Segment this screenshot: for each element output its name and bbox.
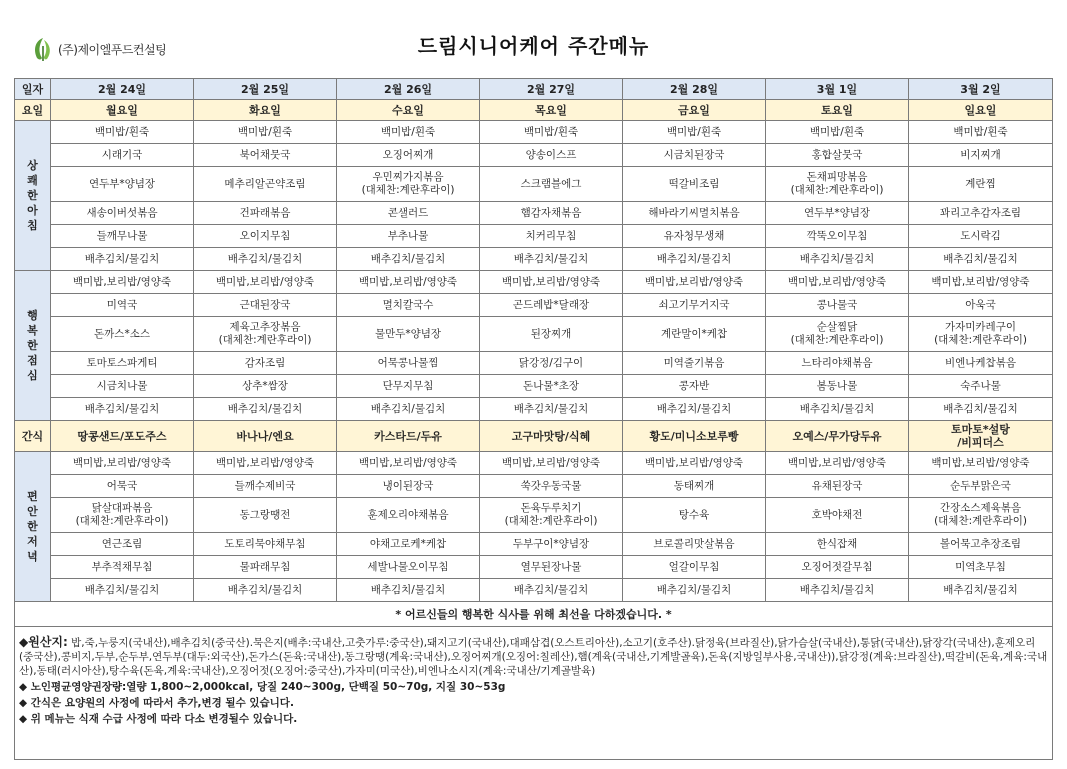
lunch-menu-item: 비엔나케찹볶음 [909, 352, 1053, 375]
breakfast-menu-item: 부추나물 [337, 225, 480, 248]
lunch-row [15, 375, 1053, 398]
date-cell: 2월 24일 [51, 79, 194, 100]
lunch-label: 행 복 한 점 심 [15, 271, 51, 421]
breakfast-menu-item: 백미밥/흰죽 [337, 121, 480, 144]
dinner-menu-item: 훈제오리야채볶음 [337, 498, 480, 533]
date-label: 일자 [15, 79, 51, 100]
lunch-menu-item: 백미밥,보리밥/영양죽 [766, 271, 909, 294]
breakfast-menu-item: 꽈리고추감자조림 [909, 202, 1053, 225]
page-header [0, 0, 1067, 78]
date-cell: 2월 25일 [194, 79, 337, 100]
dinner-menu-item: 배추김치/물김치 [480, 579, 623, 602]
lunch-menu-item: 백미밥,보리밥/영양죽 [623, 271, 766, 294]
snack-cell: 바나나/엔요 [194, 421, 337, 452]
dinner-menu-item: 세발나물오이무침 [337, 556, 480, 579]
origin-paragraph [19, 635, 1048, 678]
breakfast-menu-item: 우민찌가지볶음 (대체찬:계란후라이) [337, 167, 480, 202]
breakfast-menu-item: 배추김치/물김치 [337, 248, 480, 271]
breakfast-menu-item: 계란찜 [909, 167, 1053, 202]
lunch-menu-item: 배추김치/물김치 [194, 398, 337, 421]
dinner-menu-item: 배추김치/물김치 [909, 579, 1053, 602]
lunch-menu-item: 콩나물국 [766, 294, 909, 317]
dinner-menu-item: 오징어젓갈무침 [766, 556, 909, 579]
dinner-row [15, 498, 1053, 533]
lunch-menu-item: 백미밥,보리밥/영양죽 [480, 271, 623, 294]
snack-label: 간식 [15, 421, 51, 452]
dinner-menu-item: 백미밥,보리밥/영양죽 [194, 452, 337, 475]
company-name: (주)제이엘푸드컨설팅 [58, 42, 167, 57]
dinner-row [15, 475, 1053, 498]
breakfast-menu-item: 백미밥/흰죽 [480, 121, 623, 144]
weekday-row [15, 100, 1053, 121]
lunch-menu-item: 가자미카레구이 (대체찬:계란후라이) [909, 317, 1053, 352]
lunch-menu-item: 단무지무침 [337, 375, 480, 398]
lunch-menu-item: 순살찜닭 (대체찬:계란후라이) [766, 317, 909, 352]
breakfast-menu-item: 깍뚝오이무침 [766, 225, 909, 248]
breakfast-menu-item: 해바라기씨멸치볶음 [623, 202, 766, 225]
snack-row [15, 421, 1053, 452]
dinner-menu-item: 야채고로케*케찹 [337, 533, 480, 556]
date-row [15, 79, 1053, 100]
lunch-menu-item: 물만두*양념장 [337, 317, 480, 352]
origin-info [15, 627, 1053, 760]
dinner-menu-item: 물파래무침 [194, 556, 337, 579]
breakfast-menu-item: 메추리알곤약조림 [194, 167, 337, 202]
lunch-menu-item: 제육고추장볶음 (대체찬:계란후라이) [194, 317, 337, 352]
lunch-menu-item: 느타리야채볶음 [766, 352, 909, 375]
dinner-menu-item: 돈육두루치기 (대체찬:계란후라이) [480, 498, 623, 533]
breakfast-menu-item: 건파래볶음 [194, 202, 337, 225]
breakfast-row [15, 144, 1053, 167]
snack-cell: 황도/미니소보루빵 [623, 421, 766, 452]
lunch-menu-item: 감자조림 [194, 352, 337, 375]
snack-cell: 오예스/무가당두유 [766, 421, 909, 452]
breakfast-menu-item: 북어채뭇국 [194, 144, 337, 167]
weekday-cell: 수요일 [337, 100, 480, 121]
breakfast-menu-item: 백미밥/흰죽 [51, 121, 194, 144]
breakfast-menu-item: 백미밥/흰죽 [623, 121, 766, 144]
breakfast-menu-item: 연두부*양념장 [766, 202, 909, 225]
breakfast-menu-item: 백미밥/흰죽 [194, 121, 337, 144]
lunch-menu-item: 백미밥,보리밥/영양죽 [909, 271, 1053, 294]
dinner-menu-item: 미역초무침 [909, 556, 1053, 579]
breakfast-menu-item: 들깨무나물 [51, 225, 194, 248]
dinner-menu-item: 볼어묵고추장조림 [909, 533, 1053, 556]
breakfast-menu-item: 홍합살뭇국 [766, 144, 909, 167]
lunch-row [15, 271, 1053, 294]
breakfast-menu-item: 햄감자채볶음 [480, 202, 623, 225]
dinner-menu-item: 배추김치/물김치 [766, 579, 909, 602]
lunch-row [15, 294, 1053, 317]
breakfast-menu-item: 배추김치/물김치 [766, 248, 909, 271]
dinner-menu-item: 들깨수제비국 [194, 475, 337, 498]
lunch-menu-item: 돈까스*소스 [51, 317, 194, 352]
dinner-menu-item: 동태찌개 [623, 475, 766, 498]
breakfast-menu-item: 오이지무침 [194, 225, 337, 248]
dinner-row [15, 533, 1053, 556]
breakfast-menu-item: 백미밥/흰죽 [909, 121, 1053, 144]
breakfast-menu-item: 도시락김 [909, 225, 1053, 248]
breakfast-menu-item: 배추김치/물김치 [194, 248, 337, 271]
lunch-menu-item: 쇠고기무거지국 [623, 294, 766, 317]
origin-label: ◆원산지: [19, 635, 68, 649]
dinner-menu-item: 배추김치/물김치 [194, 579, 337, 602]
dinner-row [15, 579, 1053, 602]
breakfast-menu-item: 배추김치/물김치 [909, 248, 1053, 271]
breakfast-row [15, 121, 1053, 144]
lunch-menu-item: 백미밥,보리밥/영양죽 [194, 271, 337, 294]
breakfast-row [15, 225, 1053, 248]
breakfast-menu-item: 스크램블에그 [480, 167, 623, 202]
weekday-cell: 토요일 [766, 100, 909, 121]
dinner-menu-item: 연근조림 [51, 533, 194, 556]
lunch-menu-item: 숙주나물 [909, 375, 1053, 398]
snack-cell: 땅콩샌드/포도주스 [51, 421, 194, 452]
dinner-menu-item: 얼갈이무침 [623, 556, 766, 579]
breakfast-menu-item: 양송이스프 [480, 144, 623, 167]
date-cell: 2월 27일 [480, 79, 623, 100]
dinner-menu-item: 탕수육 [623, 498, 766, 533]
dinner-label: 편 안 한 저 녁 [15, 452, 51, 602]
lunch-menu-item: 근대된장국 [194, 294, 337, 317]
breakfast-menu-item: 시래기국 [51, 144, 194, 167]
lunch-menu-item: 계란말이*케찹 [623, 317, 766, 352]
dinner-menu-item: 백미밥,보리밥/영양죽 [766, 452, 909, 475]
lunch-menu-item: 배추김치/물김치 [51, 398, 194, 421]
snack-cell: 고구마맛탕/식혜 [480, 421, 623, 452]
weekly-menu-table [14, 78, 1053, 760]
breakfast-menu-item: 백미밥/흰죽 [766, 121, 909, 144]
breakfast-menu-item: 떡갈비조림 [623, 167, 766, 202]
dinner-row [15, 452, 1053, 475]
weekday-label: 요일 [15, 100, 51, 121]
lunch-menu-item: 멸치칼국수 [337, 294, 480, 317]
breakfast-menu-item: 시금치된장국 [623, 144, 766, 167]
dinner-menu-item: 도토리묵야채무침 [194, 533, 337, 556]
lunch-menu-item: 어묵콩나물찜 [337, 352, 480, 375]
lunch-menu-item: 상추*쌈장 [194, 375, 337, 398]
dinner-menu-item: 두부구이*양념장 [480, 533, 623, 556]
lunch-menu-item: 시금치나물 [51, 375, 194, 398]
snack-cell: 카스타드/두유 [337, 421, 480, 452]
lunch-row [15, 317, 1053, 352]
weekday-cell: 월요일 [51, 100, 194, 121]
lunch-menu-item: 배추김치/물김치 [766, 398, 909, 421]
info-bullet: ◆ 위 메뉴는 식재 수급 사정에 따라 다소 변경될수 있습니다. [19, 713, 298, 725]
lunch-menu-item: 돈나물*초장 [480, 375, 623, 398]
dinner-menu-item: 한식잡채 [766, 533, 909, 556]
info-bullet: ◆ 간식은 요양원의 사정에 따라서 추가,변경 될수 있습니다. [19, 697, 294, 709]
breakfast-menu-item: 치커리무침 [480, 225, 623, 248]
breakfast-menu-item: 유자청무생채 [623, 225, 766, 248]
dinner-menu-item: 백미밥,보리밥/영양죽 [623, 452, 766, 475]
lunch-menu-item: 미역국 [51, 294, 194, 317]
breakfast-menu-item: 배추김치/물김치 [480, 248, 623, 271]
lunch-menu-item: 배추김치/물김치 [909, 398, 1053, 421]
dinner-row [15, 556, 1053, 579]
dinner-menu-item: 간장소스제육볶음 (대체찬:계란후라이) [909, 498, 1053, 533]
lunch-menu-item: 토마토스파게티 [51, 352, 194, 375]
lunch-row [15, 398, 1053, 421]
dinner-menu-item: 백미밥,보리밥/영양죽 [480, 452, 623, 475]
dinner-menu-item: 배추김치/물김치 [337, 579, 480, 602]
dinner-menu-item: 백미밥,보리밥/영양죽 [337, 452, 480, 475]
breakfast-menu-item: 배추김치/물김치 [623, 248, 766, 271]
breakfast-row [15, 202, 1053, 225]
dinner-menu-item: 닭살대파볶음 (대체찬:계란후라이) [51, 498, 194, 533]
dinner-menu-item: 냉이된장국 [337, 475, 480, 498]
dinner-menu-item: 백미밥,보리밥/영양죽 [51, 452, 194, 475]
lunch-menu-item: 배추김치/물김치 [623, 398, 766, 421]
notice-text: * 어르신들의 행복한 식사를 위해 최선을 다하겠습니다. * [15, 602, 1053, 627]
lunch-menu-item: 배추김치/물김치 [337, 398, 480, 421]
breakfast-menu-item: 콘샐러드 [337, 202, 480, 225]
dinner-menu-item: 부추적채무침 [51, 556, 194, 579]
lunch-menu-item: 백미밥,보리밥/영양죽 [337, 271, 480, 294]
snack-cell: 토마토*설탕 /비피더스 [909, 421, 1053, 452]
dinner-menu-item: 유채된장국 [766, 475, 909, 498]
lunch-menu-item: 백미밥,보리밥/영양죽 [51, 271, 194, 294]
lunch-menu-item: 봄동나물 [766, 375, 909, 398]
date-cell: 2월 26일 [337, 79, 480, 100]
date-cell: 3월 1일 [766, 79, 909, 100]
breakfast-menu-item: 오징어찌개 [337, 144, 480, 167]
origin-text: 밥,죽,누룽지(국내산),배추김치(중국산).묵은지(배추:국내산,고춧가루:중국산),돼지고기(국내산),대패삼겹(오스트리아산),소고기(호주산).닭정육(브라질산),닭가슴살(국내산),통닭(국내산),닭장각(국내산),훈제오리(중국산),콩비지,두부,순두부,연두부(대두:외국산),돈가스(돈육:국내산),동그랑땡(계육:국내산),오징어찌개(오징어:칠레산),햄(계육(국내산,기계발골육),돈육(지방일부사용,국내산)),닭강정(계육:브라질산),떡갈비(돈육,계육:국내산),동태(러시아산),탕수육(돈육,계육:국내산),오징어젓(오징어:중국산),가자미(미국산),비엔나소시지(계육:국내산/기계골발육) [19, 637, 1048, 677]
lunch-menu-item: 콩자반 [623, 375, 766, 398]
lunch-menu-item: 아욱국 [909, 294, 1053, 317]
breakfast-menu-item: 돈채피망볶음 (대체찬:계란후라이) [766, 167, 909, 202]
breakfast-row [15, 167, 1053, 202]
dinner-menu-item: 호박야채전 [766, 498, 909, 533]
page-title: 드림시니어케어 주간메뉴 [417, 34, 650, 58]
breakfast-menu-item: 연두부*양념장 [51, 167, 194, 202]
lunch-menu-item: 미역줄기볶음 [623, 352, 766, 375]
dinner-menu-item: 동그랑땡전 [194, 498, 337, 533]
breakfast-label: 상 쾌 한 아 침 [15, 121, 51, 271]
breakfast-menu-item: 비지찌개 [909, 144, 1053, 167]
dinner-menu-item: 열무된장나물 [480, 556, 623, 579]
date-cell: 3월 2일 [909, 79, 1053, 100]
breakfast-row [15, 248, 1053, 271]
lunch-menu-item: 된장찌개 [480, 317, 623, 352]
dinner-menu-item: 브로콜리맛살볶음 [623, 533, 766, 556]
lunch-menu-item: 곤드레밥*달래장 [480, 294, 623, 317]
dinner-menu-item: 쑥갓우동국물 [480, 475, 623, 498]
weekday-cell: 일요일 [909, 100, 1053, 121]
date-cell: 2월 28일 [623, 79, 766, 100]
dinner-menu-item: 어묵국 [51, 475, 194, 498]
lunch-menu-item: 배추김치/물김치 [480, 398, 623, 421]
breakfast-menu-item: 배추김치/물김치 [51, 248, 194, 271]
breakfast-menu-item: 새송이버섯볶음 [51, 202, 194, 225]
weekday-cell: 금요일 [623, 100, 766, 121]
dinner-menu-item: 배추김치/물김치 [51, 579, 194, 602]
info-bullet: ◆ 노인평균영양권장량:열량 1,800~2,000kcal, 당질 240~300g, 단백질 50~70g, 지질 30~53g [19, 681, 506, 693]
dinner-menu-item: 백미밥,보리밥/영양죽 [909, 452, 1053, 475]
lunch-row [15, 352, 1053, 375]
dinner-menu-item: 배추김치/물김치 [623, 579, 766, 602]
weekday-cell: 목요일 [480, 100, 623, 121]
weekday-cell: 화요일 [194, 100, 337, 121]
lunch-menu-item: 닭강정/김구이 [480, 352, 623, 375]
dinner-menu-item: 순두부맑은국 [909, 475, 1053, 498]
